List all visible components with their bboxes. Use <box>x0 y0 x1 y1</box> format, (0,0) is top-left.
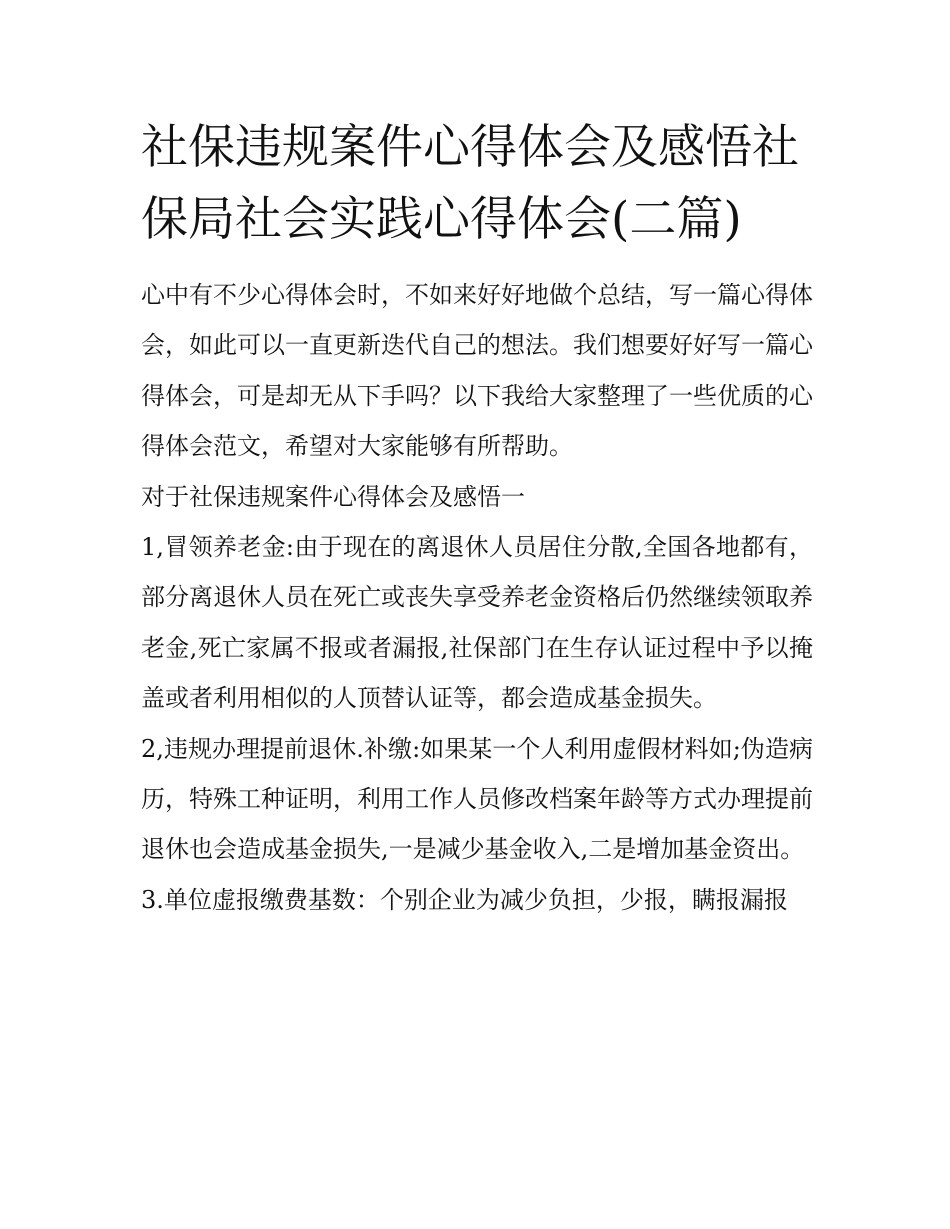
section-heading: 对于社保违规案件心得体会及感悟一 <box>141 482 525 511</box>
document-page <box>141 112 813 925</box>
document-body <box>141 270 813 925</box>
paragraph-item-3: 3.单位虚报缴费基数：个别企业为减少负担，少报，瞒报漏报 <box>141 885 788 914</box>
document-title: 社保违规案件心得体会及感悟社保局社会实践心得体会(二篇) <box>141 120 799 247</box>
paragraph-item-2: 2,违规办理提前退休.补缴:如果某一个人利用虚假材料如;伪造病历，特殊工种证明，利用工作人员修改档案年龄等方式办理提前退休也会造成基金损失,一是减少基金收入,二是增加基金资出。 <box>141 734 813 864</box>
paragraph-item-1: 1,冒领养老金:由于现在的离退休人员居住分散,全国各地都有，部分离退休人员在死亡或丧失享受养老金资格后仍然继续领取养老金,死亡家属不报或者漏报,社保部门在生存认证过程中予以掩盖或者利用相似的人顶替认证等，都会造成基金损失。 <box>141 533 813 713</box>
paragraph-intro: 心中有不少心得体会时，不如来好好地做个总结，写一篇心得体会，如此可以一直更新迭代自己的想法。我们想要好好写一篇心得体会，可是却无从下手吗？以下我给大家整理了一些优质的心得体会范文，希望对大家能够有所帮助。 <box>141 281 813 461</box>
